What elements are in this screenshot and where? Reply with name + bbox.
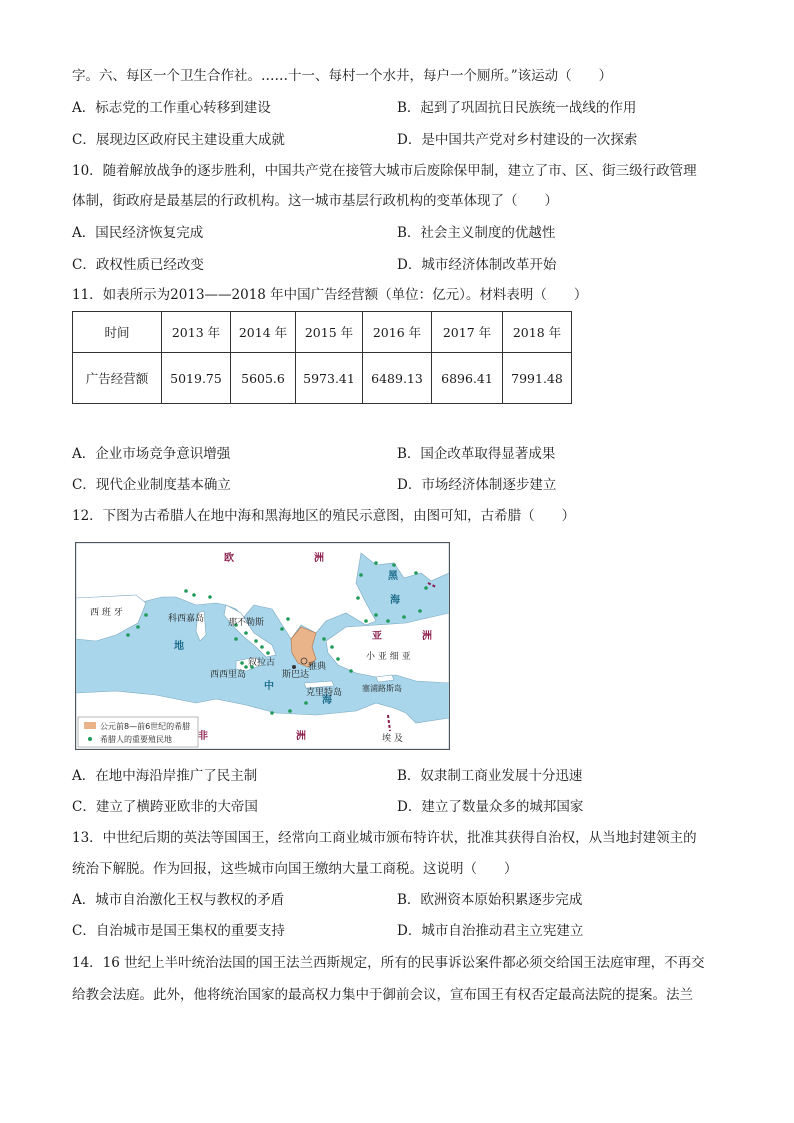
region-label: 非 bbox=[198, 731, 208, 742]
place-label: 科西嘉岛 bbox=[168, 614, 205, 624]
q9-option-a: A．标志党的工作重心转移到建设 bbox=[72, 100, 271, 116]
table-cell: 5605.6 bbox=[231, 353, 296, 404]
q12-option-c: C．建立了横跨亚欧非的大帝国 bbox=[72, 799, 258, 815]
q10-option-c: C．政权性质已经改变 bbox=[72, 257, 204, 273]
q13-option-c: C．自治城市是国王集权的重要支持 bbox=[72, 923, 285, 939]
q12-stem: 12．下图为古希腊人在地中海和黑海地区的殖民示意图，由图可知，古希腊（ ） bbox=[72, 508, 576, 524]
q14-stem-line1: 14．16 世纪上半叶统治法国的国王法兰西斯规定，所有的民事诉讼案件都必须交给国王法庭审理，不再交 bbox=[72, 955, 705, 971]
greek-colonization-map bbox=[75, 542, 450, 750]
region-label: 欧 bbox=[224, 553, 234, 564]
table-row bbox=[73, 353, 572, 404]
table-cell: 5019.75 bbox=[162, 353, 231, 404]
q13-option-a: A．城市自治激化王权与教权的矛盾 bbox=[72, 892, 285, 908]
place-label: 小 亚 细 亚 bbox=[366, 652, 411, 662]
place-label: 西 班 牙 bbox=[90, 608, 123, 618]
table-cell: 广告经营额 bbox=[73, 353, 162, 404]
legend-swatch-colony bbox=[88, 737, 92, 741]
q11-option-b: B．国企改革取得显著成果 bbox=[397, 446, 556, 462]
q10-stem-line1: 10．随着解放战争的逐步胜利，中国共产党在接管大城市后废除保甲制，建立了市、区、街三级行政管理 bbox=[72, 163, 697, 179]
place-label: 那不勒斯 bbox=[228, 618, 265, 628]
q13-stem-line2: 统治下解脱。作为回报，这些城市向国王缴纳大量工商税。这说明（ ） bbox=[72, 861, 518, 877]
table-header-row bbox=[73, 312, 572, 353]
q10-option-a: A．国民经济恢复完成 bbox=[72, 225, 204, 241]
q9-option-b: B．起到了巩固抗日民族统一战线的作用 bbox=[397, 100, 637, 116]
place-label: 埃 及 bbox=[382, 734, 403, 744]
place-label: 雅典 bbox=[308, 662, 327, 672]
place-label: 叙拉古 bbox=[248, 658, 276, 668]
q12-option-d: D．建立了数量众多的城邦国家 bbox=[397, 799, 584, 815]
sea-label: 中 bbox=[264, 681, 274, 692]
q9-option-c: C．展现边区政府民主建设重大成就 bbox=[72, 132, 285, 148]
table-header-cell: 2017 年 bbox=[432, 312, 503, 353]
place-label: 斯巴达 bbox=[282, 670, 310, 680]
table-header-cell: 2016 年 bbox=[363, 312, 432, 353]
legend-swatch-greece bbox=[84, 722, 96, 729]
place-label: 西西里岛 bbox=[210, 670, 247, 680]
q10-option-b: B．社会主义制度的优越性 bbox=[397, 225, 556, 241]
legend-label: 希腊人的重要殖民地 bbox=[100, 735, 172, 744]
table-cell: 6896.41 bbox=[432, 353, 503, 404]
table-cell: 7991.48 bbox=[503, 353, 572, 404]
sparta-marker bbox=[292, 665, 296, 669]
q9-option-d: D．是中国共产党对乡村建设的一次探索 bbox=[397, 132, 638, 148]
q11-option-c: C．现代企业制度基本确立 bbox=[72, 477, 231, 493]
sea-label: 海 bbox=[322, 695, 332, 706]
region-label: 洲 bbox=[314, 553, 324, 564]
sea-label: 黑 bbox=[388, 571, 398, 582]
table-header-cell: 2014 年 bbox=[231, 312, 296, 353]
region-label: 洲 bbox=[422, 631, 432, 642]
q11-option-a: A．企业市场竞争意识增强 bbox=[72, 446, 231, 462]
q12-option-b: B．奴隶制工商业发展十分迅速 bbox=[397, 768, 583, 784]
table-cell: 5973.41 bbox=[296, 353, 363, 404]
q11-stem: 11．如表所示为2013——2018 年中国广告经营额（单位：亿元）。材料表明（ ） bbox=[72, 287, 588, 303]
table-header-cell: 2013 年 bbox=[162, 312, 231, 353]
legend-label: 公元前8—前6世纪的希腊 bbox=[100, 722, 191, 731]
table-header-cell: 时间 bbox=[73, 312, 162, 353]
table-cell: 6489.13 bbox=[363, 353, 432, 404]
map-svg bbox=[76, 543, 449, 749]
q9-stem-tail: 字。六、每区一个卫生合作社。……十一、每村一个水井，每户一个厕所。”该运动（ ） bbox=[72, 68, 613, 84]
place-label: 塞浦路斯岛 bbox=[362, 684, 402, 693]
region-label: 亚 bbox=[372, 631, 382, 642]
q12-option-a: A．在地中海沿岸推广了民主制 bbox=[72, 768, 258, 784]
sea-label: 地 bbox=[174, 641, 184, 652]
q10-option-d: D．城市经济体制改革开始 bbox=[397, 257, 557, 273]
place-label: 克里特岛 bbox=[306, 688, 343, 698]
q11-option-d: D．市场经济体制逐步建立 bbox=[397, 477, 557, 493]
q14-stem-line2: 给教会法庭。此外，他将统治国家的最高权力集中于御前会议，宣布国王有权否定最高法院的提案。法兰 bbox=[72, 987, 693, 1003]
q13-stem-line1: 13．中世纪后期的英法等国国王，经常向工商业城市颁布特许状，批准其获得自治权，从当地封建领主的 bbox=[72, 830, 697, 846]
table-header-cell: 2018 年 bbox=[503, 312, 572, 353]
q13-option-d: D．城市自治推动君主立宪建立 bbox=[397, 923, 584, 939]
sea-label: 海 bbox=[390, 595, 400, 606]
ad-revenue-table bbox=[72, 311, 572, 404]
region-label: 洲 bbox=[296, 731, 306, 742]
q13-option-b: B．欧洲资本原始积累逐步完成 bbox=[397, 892, 583, 908]
table-header-cell: 2015 年 bbox=[296, 312, 363, 353]
q10-stem-line2: 体制，街政府是最基层的行政机构。这一城市基层行政机构的变革体现了（ ） bbox=[72, 193, 558, 209]
